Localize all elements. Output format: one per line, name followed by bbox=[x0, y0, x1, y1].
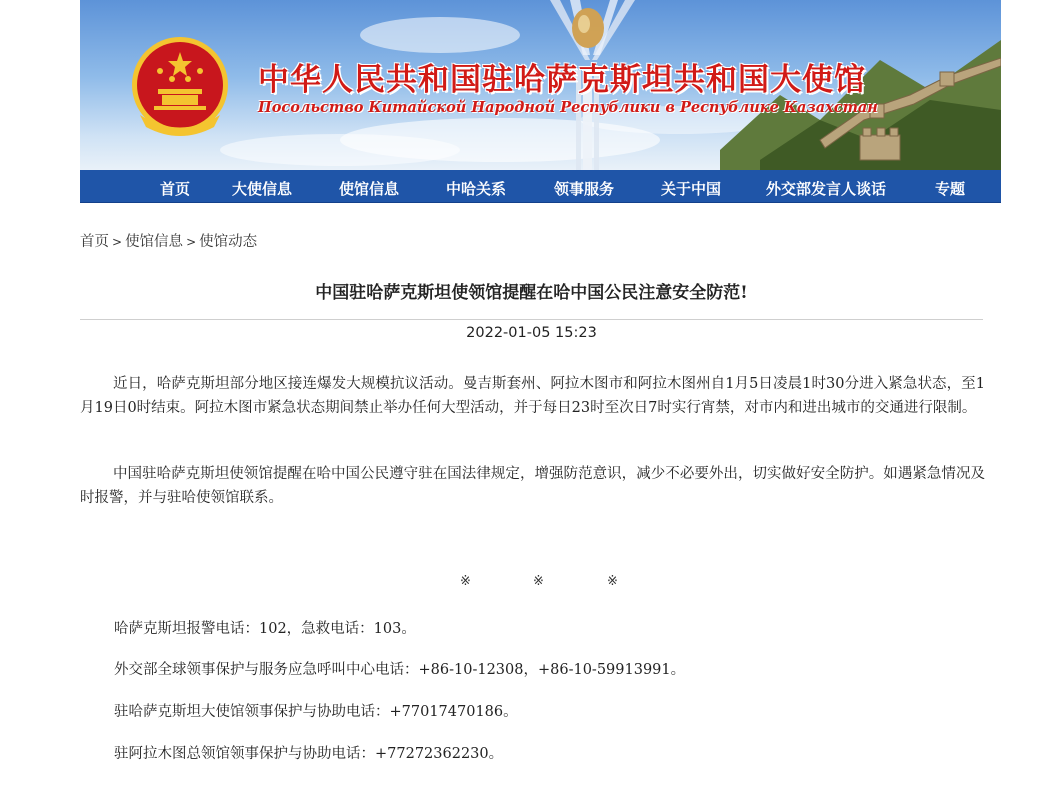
separator-mark: ※ bbox=[533, 574, 544, 589]
separator-mark: ※ bbox=[607, 574, 618, 589]
title-divider bbox=[80, 319, 983, 320]
contact-line: 外交部全球领事保护与服务应急呼叫中心电话：+86-10-12308，+86-10-59913991。 bbox=[114, 662, 686, 678]
nav-item-relations[interactable]: 中哈关系 bbox=[446, 180, 507, 198]
nav-item-ambassador[interactable]: 大使信息 bbox=[232, 180, 293, 198]
breadcrumb-embassy-info[interactable]: 使馆信息 bbox=[125, 234, 184, 250]
nav-item-about-china[interactable]: 关于中国 bbox=[661, 180, 722, 198]
separator-mark: ※ bbox=[460, 574, 471, 589]
contact-line: 驻阿拉木图总领馆领事保护与协助电话：+77272362230。 bbox=[114, 746, 504, 762]
nav-item-consular[interactable]: 领事服务 bbox=[554, 180, 615, 198]
nav-item-embassy-info[interactable]: 使馆信息 bbox=[339, 180, 400, 198]
nav-item-home[interactable]: 首页 bbox=[160, 180, 191, 198]
nav-item-spokesperson[interactable]: 外交部发言人谈话 bbox=[766, 180, 887, 198]
embassy-title-ru: Посольство Китайской Народной Республики в Республике Казахстан bbox=[258, 99, 878, 116]
embassy-title-cn: 中华人民共和国驻哈萨克斯坦共和国大使馆 bbox=[258, 62, 866, 98]
article-paragraph: 近日，哈萨克斯坦部分地区接连爆发大规模抗议活动。曼吉斯套州、阿拉木图市和阿拉木图州自1月5日凌晨1时30分进入紧急状态，至1月19日0时结束。阿拉木图市紧急状态期间禁止举办任何大型活动，并于每日23时至次日7时实行宵禁，对市内和进出城市的交通进行限制。 bbox=[80, 376, 985, 416]
contact-line: 哈萨克斯坦报警电话：102，急救电话：103。 bbox=[114, 621, 416, 637]
nav-item-topics[interactable]: 专题 bbox=[935, 180, 966, 198]
breadcrumb-current[interactable]: 使馆动态 bbox=[199, 234, 258, 250]
national-emblem-icon bbox=[132, 37, 228, 136]
contact-line: 驻哈萨克斯坦大使馆领事保护与协助电话：+77017470186。 bbox=[114, 704, 518, 720]
article-title: 中国驻哈萨克斯坦使领馆提醒在哈中国公民注意安全防范! bbox=[315, 283, 748, 303]
breadcrumb-home[interactable]: 首页 bbox=[80, 234, 109, 250]
breadcrumb-separator: > bbox=[112, 235, 123, 249]
header-banner bbox=[80, 0, 1001, 170]
article-date: 2022-01-05 15:23 bbox=[466, 325, 597, 341]
article-paragraph: 中国驻哈萨克斯坦使领馆提醒在哈中国公民遵守驻在国法律规定，增强防范意识，减少不必要外出，切实做好安全防护。如遇紧急情况及时报警，并与驻哈使领馆联系。 bbox=[80, 466, 985, 506]
section-separator bbox=[0, 574, 1060, 594]
breadcrumb bbox=[80, 230, 257, 251]
breadcrumb-separator: > bbox=[186, 235, 197, 249]
